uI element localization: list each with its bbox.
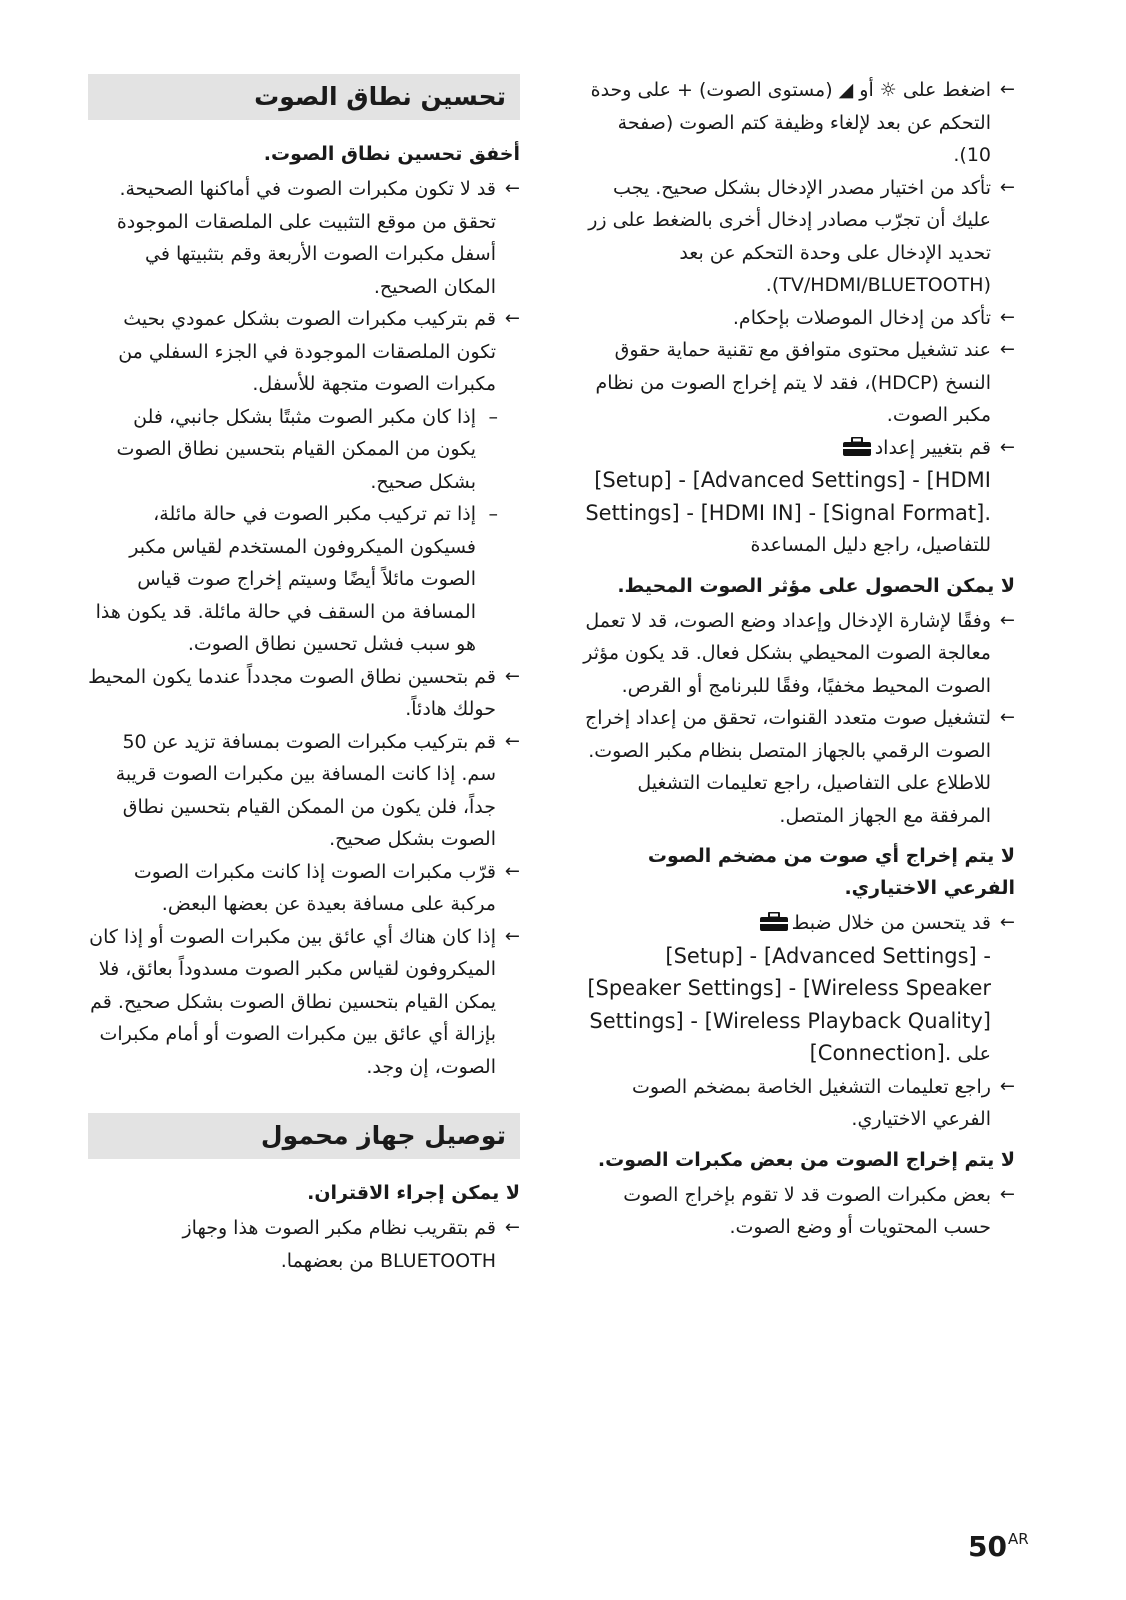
arrow-left-icon: ← [999,609,1015,631]
list-item [583,334,1015,432]
arrow-left-icon: ← [504,308,520,329]
list-item [583,1179,1015,1244]
list-item [88,726,520,856]
arrow-left-icon: ← [504,730,520,752]
item-text: قم بتحسين نطاق الصوت مجدداً عندما يكون المحيط حولك هادئاً. [88,665,496,720]
toolbox-icon [842,437,872,457]
section-title: توصيل جهاز محمول [88,1113,520,1159]
arrow-left-icon: ← [999,707,1015,728]
dash-item [88,401,520,499]
dash-mark: – [488,503,498,525]
item-text: اضغط على ☼ أو ◢ (مستوى الصوت) + على وحدة التحكم عن بعد لإلغاء وظيفة كتم الصوت (صفحة 10). [590,79,991,166]
item-text: راجع تعليمات التشغيل الخاصة بمضخم الصوت الفرعي الاختياري. [631,1075,991,1130]
arrow-left-icon: ← [999,1183,1015,1205]
list-item [583,432,1015,562]
item-text: بعض مكبرات الصوت قد لا تقوم بإخراج الصوت حسب المحتويات أو وضع الصوت. [623,1183,991,1238]
item-text: عند تشغيل محتوى متوافق مع تقنية حماية حقوق النسخ (HDCP)، فقد لا يتم إخراج الصوت من نظام مكبر الصوت. [595,339,991,426]
section-heading: لا يتم إخراج الصوت من بعض مكبرات الصوت. [597,1148,1015,1171]
item-text: قرّب مكبرات الصوت إذا كانت مكبرات الصوت مركبة على مسافة بعيدة عن بعضها البعض. [133,860,496,915]
item-text: إذا كان هناك أي عائق بين مكبرات الصوت أو إذا كان الميكروفون لقياس مكبر الصوت مسدوداً بعائق، فلا يمكن القيام بتحسين نطاق الصوت بشكل صحيح. قم بإزالة أي عائق بين مكبرات الصوت أو أمام مكبرات الصوت، إن وجد. [89,925,496,1078]
dash-item [88,498,520,661]
arrow-left-icon: ← [999,912,1015,933]
section-heading: لا يمكن الحصول على مؤثر الصوت المحيط. [617,574,1015,597]
item-text: وفقًا لإشارة الإدخال وإعداد وضع الصوت، قد لا تعمل معالجة الصوت المحيطي بشكل فعال. قد يكون مؤثر الصوت المحيط مخفيًا، وفقًا للبرنامج أو القرص. [583,609,991,697]
left-column [88,74,520,1277]
section-heading: لا يمكن إجراء الاقتران. [307,1182,520,1204]
list-item [583,74,1015,172]
item-text: على [957,1043,991,1065]
menu-path: [Setup] - [Advanced Settings] - [HDMI Settings] - [HDMI IN] - [Signal Format]. [585,468,991,525]
arrow-left-icon: ← [999,79,1015,100]
item-text: قم بتركيب مكبرات الصوت بمسافة تزيد عن 50 سم. إذا كانت المسافة بين مكبرات الصوت قريبة جداً، فلن يكون من الممكن القيام بتحسين نطاق الصوت بشكل صحيح. [115,730,496,850]
list-item [88,173,520,303]
right-column [583,74,1015,1244]
page-number-value: 50 [968,1530,1007,1563]
section-heading: أخفق تحسين نطاق الصوت. [263,143,520,165]
list-item [583,1071,1015,1136]
menu-path: [Setup] - [Advanced Settings] - [Speaker Settings] - [Wireless Speaker Settings] - [Wireless Playback Quality] [587,943,991,1033]
list-item [583,172,1015,302]
arrow-left-icon: ← [999,306,1015,328]
list-item [583,702,1015,832]
list-item [88,921,520,1084]
section-heading: لا يتم إخراج أي صوت من مضخم الصوت الفرعي الاختياري. [647,845,1015,899]
list-item [583,907,1015,1071]
section-title: تحسين نطاق الصوت [88,74,520,120]
item-text: قم بتقريب نظام مكبر الصوت هذا وجهاز BLUETOOTH من بعضهما. [182,1217,496,1272]
list-item [88,661,520,726]
list-item [88,303,520,401]
arrow-left-icon: ← [504,665,520,687]
arrow-left-icon: ← [999,339,1015,360]
arrow-left-icon: ← [504,925,520,947]
item-text: إذا تم تركيب مكبر الصوت في حالة مائلة، فسيكون الميكروفون المستخدم لقياس مكبر الصوت مائلاً أيضًا وسيتم إخراج صوت قياس المسافة من السقف في حالة مائلة. قد يكون هذا هو سبب فشل تحسين نطاق الصوت. [95,503,476,655]
list-item [88,1212,520,1277]
item-text: تأكد من إدخال الموصلات بإحكام. [732,306,991,329]
item-text: قم بتغيير إعداد [874,436,991,459]
toolbox-icon [759,912,789,932]
arrow-left-icon: ← [999,176,1015,198]
item-text: قد يتحسن من خلال ضبط [791,912,991,934]
page-language-code: AR [1007,1530,1029,1548]
page-number [968,1530,1029,1563]
item-text: إذا كان مكبر الصوت مثبتًا بشكل جانبي، فلن يكون من الممكن القيام بتحسين نطاق الصوت بشكل صحيح. [116,405,476,493]
arrow-left-icon: ← [504,178,520,199]
list-item [583,605,1015,703]
arrow-left-icon: ← [999,436,1015,458]
list-item [583,302,1015,335]
item-text: لتشغيل صوت متعدد القنوات، تحقق من إعداد إخراج الصوت الرقمي بالجهاز المتصل بنظام مكبر الصوت. للاطلاع على التفاصيل، راجع تعليمات التشغيل المرفقة مع الجهاز المتصل. [585,707,991,827]
list-item [88,856,520,921]
menu-path: [Connection]. [809,1041,952,1065]
item-text: للتفاصيل، راجع دليل المساعدة [750,534,991,556]
item-text: قد لا تكون مكبرات الصوت في أماكنها الصحيحة. تحقق من موقع التثبيت على الملصقات الموجودة أسفل مكبرات الصوت الأربعة وقم بتثبيتها في المكان الصحيح. [116,178,496,298]
dash-mark: – [488,405,498,428]
arrow-left-icon: ← [504,860,520,882]
item-text: تأكد من اختيار مصدر الإدخال بشكل صحيح. يجب عليك أن تجرّب مصادر إدخال أخرى بالضغط على زر تحديد الإدخال على وحدة التحكم عن بعد (TV/HDMI/BLUETOOTH). [588,176,991,296]
arrow-left-icon: ← [999,1075,1015,1097]
arrow-left-icon: ← [504,1217,520,1238]
item-text: قم بتركيب مكبرات الصوت بشكل عمودي بحيث تكون الملصقات الموجودة في الجزء السفلي من مكبرات الصوت متجهة للأسفل. [118,308,496,395]
